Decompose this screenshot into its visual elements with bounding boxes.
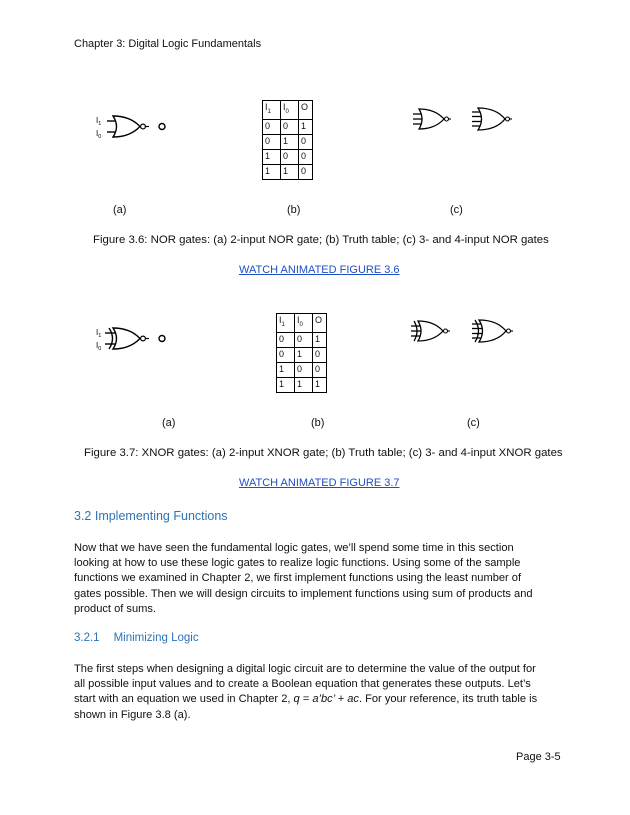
watch-animated-figure-3-6-link[interactable]: WATCH ANIMATED FIGURE 3.6 xyxy=(239,264,400,276)
table-row xyxy=(277,377,327,392)
fig3-6-nor-gates-3-4-input xyxy=(410,106,520,139)
table-row xyxy=(263,164,313,179)
fig3-7-label-i1: $I_1$ xyxy=(96,328,102,339)
header-cell: O xyxy=(313,314,327,333)
paragraph-line: Now that we have seen the fundamental logic gates, we’ll spend some time in this section xyxy=(74,542,514,554)
paragraph-line: functions we examined in Chapter 2, we first implement functions using the least number of xyxy=(74,572,522,585)
fig3-6-label-a: (a) xyxy=(113,204,127,216)
xnor-gate-icon xyxy=(92,324,172,356)
table-cell: 0 xyxy=(295,332,313,347)
table-cell: 0 xyxy=(281,119,299,134)
watch-animated-figure-3-7-link[interactable]: WATCH ANIMATED FIGURE 3.7 xyxy=(239,477,400,489)
paragraph-line: looking at how to use these logic gates to realize logic functions. Using some of the sample xyxy=(74,557,521,570)
table-cell: 0 xyxy=(299,134,313,149)
table-cell: 0 xyxy=(263,119,281,134)
table-cell: 1 xyxy=(281,134,299,149)
fig3-7-caption: Figure 3.7: XNOR gates: (a) 2-input XNOR gate; (b) Truth table; (c) 3- and 4-input XNOR gates xyxy=(84,447,563,459)
paragraph-line: shown in Figure 3.8 (a). xyxy=(74,708,191,721)
table-row xyxy=(277,362,327,377)
table-cell: 1 xyxy=(277,362,295,377)
table-cell: 1 xyxy=(313,332,327,347)
chapter-header: Chapter 3: Digital Logic Fundamentals xyxy=(74,38,262,50)
section-title: Minimizing Logic xyxy=(113,632,199,644)
fig3-7-xnor-gates-3-4-input xyxy=(408,318,518,351)
table-row xyxy=(263,119,313,134)
table-row xyxy=(277,332,327,347)
table-cell: 1 xyxy=(295,347,313,362)
fig3-6-nor-gate-2-input xyxy=(92,112,172,149)
boolean-equation: q = a’bc’ + ac xyxy=(293,693,359,706)
fig3-6-label-c: (c) xyxy=(450,204,463,216)
table-cell: 0 xyxy=(277,332,295,347)
table-cell: 0 xyxy=(299,149,313,164)
text-span: . For your reference, its truth table is xyxy=(358,693,538,706)
table-row xyxy=(263,134,313,149)
table-cell: 0 xyxy=(313,347,327,362)
table-cell: 0 xyxy=(277,347,295,362)
section-heading-3-2: 3.2 Implementing Functions xyxy=(74,509,228,523)
header-cell: $I_0$ xyxy=(295,314,313,333)
table-cell: 0 xyxy=(295,362,313,377)
table-cell: 1 xyxy=(277,377,295,392)
fig3-6-caption: Figure 3.6: NOR gates: (a) 2-input NOR gate; (b) Truth table; (c) 3- and 4-input NOR gates xyxy=(93,234,549,246)
section-3-2-1-paragraph xyxy=(74,662,556,723)
table-cell: 1 xyxy=(263,164,281,179)
table-cell: 1 xyxy=(299,119,313,134)
table-row xyxy=(277,347,327,362)
table-cell: 0 xyxy=(281,149,299,164)
header-cell: $I_1$ xyxy=(277,314,295,333)
paragraph-line: gates possible. Then we will design circuits to implement functions using sum of products and xyxy=(74,587,533,600)
paragraph-line: The first steps when designing a digital logic circuit are to determine the value of the output for xyxy=(74,663,536,675)
nor-gate-icon xyxy=(92,112,172,144)
nor-gate-multi-input-icon xyxy=(410,106,520,134)
header-cell: $I_1$ xyxy=(263,101,281,120)
text-span: start with an equation we used in Chapter 2, xyxy=(74,693,294,706)
table-cell: 0 xyxy=(313,362,327,377)
xnor-gate-multi-input-icon xyxy=(408,318,518,346)
fig3-7-label-c: (c) xyxy=(467,417,480,429)
table-cell: 1 xyxy=(263,149,281,164)
table-cell: 1 xyxy=(313,377,327,392)
table-cell: 1 xyxy=(281,164,299,179)
paragraph-line xyxy=(74,692,556,707)
fig3-7-label-i0: $I_0$ xyxy=(96,341,102,352)
fig3-7-truth-table xyxy=(276,313,327,393)
paragraph-line: product of sums. xyxy=(74,602,157,615)
header-cell: O xyxy=(299,101,313,120)
table-cell: 0 xyxy=(299,164,313,179)
fig3-7-label-b: (b) xyxy=(311,417,325,429)
header-cell: $I_0$ xyxy=(281,101,299,120)
table-row xyxy=(263,149,313,164)
fig3-6-label-i0: $I_0$ xyxy=(96,129,102,140)
fig3-7-label-a: (a) xyxy=(162,417,176,429)
table-cell: 0 xyxy=(263,134,281,149)
fig3-6-label-i1: $I_1$ xyxy=(96,116,102,127)
fig3-6-label-b: (b) xyxy=(287,204,301,216)
table-cell: 1 xyxy=(295,377,313,392)
section-3-2-paragraph xyxy=(74,541,556,617)
section-number: 3.2.1 xyxy=(74,632,100,644)
table-header-row xyxy=(277,314,327,333)
fig3-6-truth-table xyxy=(262,100,313,180)
section-heading-3-2-1 xyxy=(74,632,199,644)
fig3-7-xnor-gate-2-input xyxy=(92,324,172,361)
page-number: Page 3-5 xyxy=(516,751,561,763)
table-header-row xyxy=(263,101,313,120)
paragraph-line: all possible input values and to create a Boolean equation that generates these outputs. Let’s xyxy=(74,678,531,691)
